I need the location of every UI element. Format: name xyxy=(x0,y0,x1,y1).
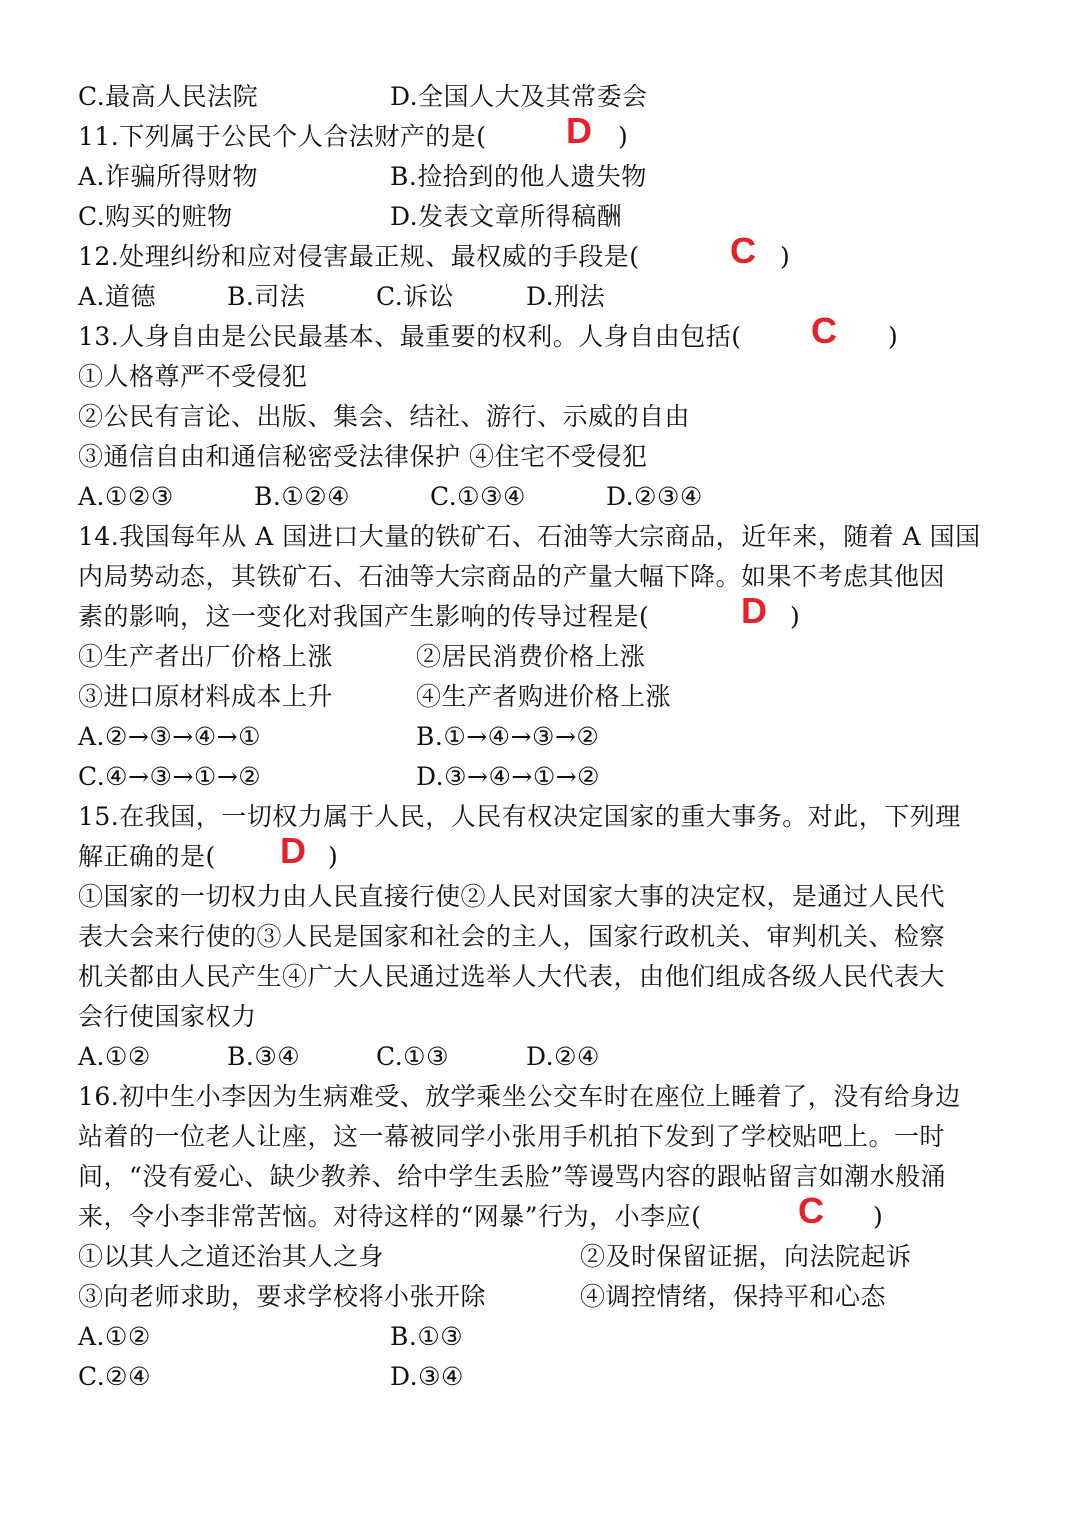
q16-option-d: D.③④ xyxy=(390,1362,464,1391)
q15-stem-text: 解正确的是( xyxy=(78,842,216,871)
q14-stem-line-1: 14.我国每年从 A 国进口大量的铁矿石、石油等大宗商品，近年来，随着 A 国国 xyxy=(78,522,981,551)
q16-option-a: A.①② xyxy=(78,1322,151,1351)
q13-stem xyxy=(78,310,899,357)
q16-item-4: ④调控情绪，保持平和心态 xyxy=(580,1282,887,1311)
q13-item-1: ①人格尊严不受侵犯 xyxy=(78,362,308,391)
q13-stem-text: 13.人身自由是公民最基本、最重要的权利。人身自由包括( xyxy=(78,322,742,351)
q16-answer-mark: C xyxy=(798,1190,825,1231)
q15-body-line-2: 表大会来行使的③人民是国家和社会的主人，国家行政机关、审判机关、检察 xyxy=(78,922,946,951)
q15-body-line-4: 会行使国家权力 xyxy=(78,1002,257,1031)
q16-close-paren: ) xyxy=(873,1202,884,1231)
q11-option-a: A.诈骗所得财物 xyxy=(78,162,259,191)
q13-option-c: C.①③④ xyxy=(430,482,526,511)
q14-item-4: ④生产者购进价格上涨 xyxy=(416,682,672,711)
q12-option-c: C.诉讼 xyxy=(376,282,455,311)
q16-item-3: ③向老师求助，要求学校将小张开除 xyxy=(78,1282,487,1311)
q14-item-3: ③进口原材料成本上升 xyxy=(78,682,334,711)
q14-option-a: A.②→③→④→① xyxy=(78,722,261,751)
q15-option-b: B.③④ xyxy=(227,1042,301,1071)
q15-option-d: D.②④ xyxy=(526,1042,600,1071)
q13-option-a: A.①②③ xyxy=(78,482,174,511)
q14-item-1: ①生产者出厂价格上涨 xyxy=(78,642,334,671)
q13-item-3-4: ③通信自由和通信秘密受法律保护 ④住宅不受侵犯 xyxy=(78,442,648,471)
q10-option-d: D.全国人大及其常委会 xyxy=(390,82,648,111)
q16-stem-line-1: 16.初中生小李因为生病难受、放学乘坐公交车时在座位上睡着了，没有给身边 xyxy=(78,1082,961,1111)
q16-option-c: C.②④ xyxy=(78,1362,152,1391)
q15-stem-line-1: 15.在我国，一切权力属于人民，人民有权决定国家的重大事务。对此，下列理 xyxy=(78,802,961,831)
q15-stem-line-2 xyxy=(78,830,339,877)
q15-close-paren: ) xyxy=(328,842,339,871)
q13-item-2: ②公民有言论、出版、集会、结社、游行、示威的自由 xyxy=(78,402,691,431)
q11-stem-text: 11.下列属于公民个人合法财产的是( xyxy=(78,122,487,151)
q15-answer-mark: D xyxy=(280,830,307,871)
q14-option-d: D.③→④→①→② xyxy=(416,762,601,791)
q12-option-a: A.道德 xyxy=(78,282,157,311)
q16-option-b: B.①③ xyxy=(390,1322,464,1351)
q14-stem-text: 素的影响，这一变化对我国产生影响的传导过程是( xyxy=(78,602,650,631)
q11-option-d: D.发表文章所得稿酬 xyxy=(390,202,623,231)
q14-option-b: B.①→④→③→② xyxy=(416,722,600,751)
q16-item-2: ②及时保留证据，向法院起诉 xyxy=(580,1242,912,1271)
q12-answer-mark: C xyxy=(730,230,757,271)
q15-option-a: A.①② xyxy=(78,1042,151,1071)
q12-stem xyxy=(78,230,791,277)
q14-close-paren: ) xyxy=(790,602,801,631)
q13-answer-mark: C xyxy=(811,310,838,351)
q11-answer-mark: D xyxy=(566,110,593,151)
q10-option-c: C.最高人民法院 xyxy=(78,82,259,111)
q15-option-c: C.①③ xyxy=(376,1042,450,1071)
q12-option-b: B.司法 xyxy=(227,282,306,311)
q11-option-c: C.购买的赃物 xyxy=(78,202,233,231)
q14-stem-line-2: 内局势动态，其铁矿石、石油等大宗商品的产量大幅下降。如果不考虑其他因 xyxy=(78,562,946,591)
q12-close-paren: ) xyxy=(780,242,791,271)
q14-item-2: ②居民消费价格上涨 xyxy=(416,642,646,671)
q16-stem-line-3: 间，“没有爱心、缺少教养、给中学生丢脸”等谩骂内容的跟帖留言如潮水般涌 xyxy=(78,1162,947,1191)
q12-stem-text: 12.处理纠纷和应对侵害最正规、最权威的手段是( xyxy=(78,242,640,271)
q13-option-b: B.①②④ xyxy=(254,482,351,511)
q15-body-line-3: 机关都由人民产生④广大人民通过选举人大代表，由他们组成各级人民代表大 xyxy=(78,962,946,991)
q14-option-c: C.④→③→①→② xyxy=(78,762,262,791)
q12-option-d: D.刑法 xyxy=(526,282,606,311)
q13-close-paren: ) xyxy=(888,322,899,351)
q15-body-line-1: ①国家的一切权力由人民直接行使②人民对国家大事的决定权，是通过人民代 xyxy=(78,882,946,911)
q14-stem-line-3 xyxy=(78,590,801,637)
q13-option-d: D.②③④ xyxy=(606,482,703,511)
q14-answer-mark: D xyxy=(741,590,768,631)
q16-stem-line-2: 站着的一位老人让座，这一幕被同学小张用手机拍下发到了学校贴吧上。一时 xyxy=(78,1122,946,1151)
q16-item-1: ①以其人之道还治其人之身 xyxy=(78,1242,385,1271)
q11-option-b: B.捡拾到的他人遗失物 xyxy=(390,162,647,191)
q11-close-paren: ) xyxy=(618,122,629,151)
q11-stem xyxy=(78,110,629,157)
q16-stem-text: 来，令小李非常苦恼。对待这样的“网暴”行为，小李应( xyxy=(78,1202,702,1231)
q16-stem-line-4 xyxy=(78,1190,884,1237)
